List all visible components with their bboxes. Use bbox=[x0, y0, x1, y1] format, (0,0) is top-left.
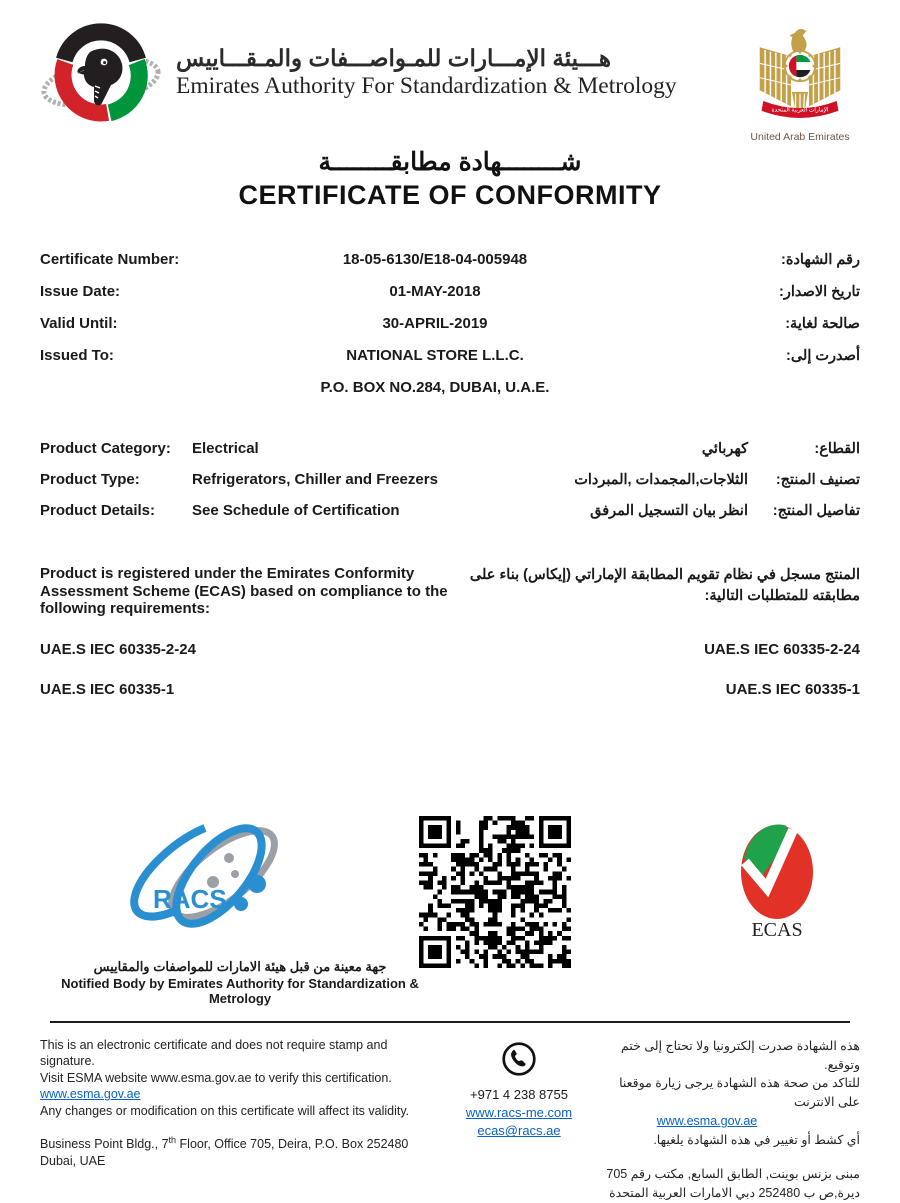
valid-until-label-ar: صالحة لغاية: bbox=[785, 316, 860, 332]
compliance-statement bbox=[40, 565, 860, 618]
issue-date-value: 01-MAY-2018 bbox=[389, 283, 481, 300]
emblem-caption: United Arab Emirates bbox=[750, 131, 850, 143]
standard-1-en: UAE.S IEC 60335-2-24 bbox=[40, 641, 196, 659]
racs-wordmark: RACS bbox=[153, 884, 227, 915]
product-details-value: See Schedule of Certification bbox=[192, 502, 400, 519]
title-arabic: شــــــــهادة مطابقــــــــة bbox=[318, 148, 582, 176]
product-category-label-ar: القطاع: bbox=[814, 441, 860, 457]
valid-until-label: Valid Until: bbox=[40, 315, 118, 332]
footer-en-line3: Any changes or modification on this certificate will affect its validity. bbox=[40, 1103, 410, 1118]
phone-icon bbox=[501, 1041, 537, 1077]
notified-body-ar: جهة معينة من قبل هيئة الامارات للمواصفات والمقاييس bbox=[93, 959, 387, 975]
qr-block bbox=[400, 816, 590, 973]
banner-text: الإمارات العربية المتحدة bbox=[771, 107, 829, 114]
notified-body-captions bbox=[40, 959, 440, 1007]
footer-ar-line3: أي كشط أو تغيير في هذه الشهادة يلغيها. bbox=[653, 1132, 860, 1147]
uae-emblem-block bbox=[740, 24, 860, 143]
title-english: CERTIFICATE OF CONFORMITY bbox=[238, 180, 662, 210]
header bbox=[40, 24, 860, 143]
footer-address-ar: مبنى بزنس بوينت, الطابق السابع, مكتب رقم 705 ديرة,ص ب 252480 دبي الامارات العربية المتحدة bbox=[606, 1167, 860, 1201]
product-details-row bbox=[40, 502, 860, 519]
racs-logo bbox=[145, 816, 295, 938]
product-category-label: Product Category: bbox=[40, 440, 171, 457]
marks-row bbox=[40, 816, 860, 973]
product-category-value-ar: كهربائي bbox=[701, 441, 748, 457]
racs-block bbox=[40, 816, 400, 943]
racs-email-link[interactable]: ecas@racs.ae bbox=[477, 1123, 561, 1139]
product-details-label: Product Details: bbox=[40, 502, 156, 519]
racs-website-link[interactable]: www.racs-me.com bbox=[465, 1105, 573, 1121]
footer-en-line2: Visit ESMA website www.esma.gov.ae to verify this certification. bbox=[40, 1070, 392, 1085]
issued-to-row bbox=[40, 347, 860, 364]
product-type-value-ar: الثلاجات,المجمدات ,المبردات bbox=[574, 472, 748, 488]
footer bbox=[40, 1023, 860, 1203]
valid-until-row bbox=[40, 315, 860, 332]
product-type-row bbox=[40, 471, 860, 488]
valid-until-value: 30-APRIL-2019 bbox=[382, 315, 488, 332]
product-details-label-ar: تفاصيل المنتج: bbox=[772, 503, 860, 519]
footer-address-en: Business Point Bldg., 7th Floor, Office 705, Deira, P.O. Box 252480 Dubai, UAE bbox=[40, 1135, 409, 1169]
org-name-english: Emirates Authority For Standardization & Metrology bbox=[176, 73, 677, 100]
issued-to-value: NATIONAL STORE L.L.C. bbox=[346, 347, 524, 364]
standard-2-ar: UAE.S IEC 60335-1 bbox=[725, 681, 860, 699]
standard-2-en: UAE.S IEC 60335-1 bbox=[40, 681, 175, 699]
phone-number: +971 4 238 8755 bbox=[470, 1086, 568, 1102]
org-name-arabic: هـــيئة الإمـــارات للمـواصـــفات والمـقـــاييس bbox=[176, 45, 611, 71]
footer-en-line1: This is an electronic certificate and does not require stamp and signature. bbox=[40, 1037, 388, 1069]
product-type-value: Refrigerators, Chiller and Freezers bbox=[192, 471, 438, 488]
footer-ar-line1: هذه الشهادة صدرت إلكترونيا ولا تحتاج إلى ختم وتوقيع. bbox=[621, 1038, 860, 1072]
ecas-logo bbox=[737, 824, 819, 940]
product-type-label: Product Type: bbox=[40, 471, 140, 488]
flag-roundel bbox=[785, 51, 816, 82]
esma-logo bbox=[40, 24, 162, 130]
standard-row-1 bbox=[40, 641, 860, 658]
ecas-block bbox=[590, 816, 860, 945]
notified-body-en: Notified Body by Emirates Authority for Standardization & Metrology bbox=[61, 976, 419, 1006]
product-type-label-ar: تصنيف المنتج: bbox=[775, 472, 860, 488]
compliance-statement-en: Product is registered under the Emirates Conformity Assessment Scheme (ECAS) based on compliance to the following requirements: bbox=[40, 565, 448, 618]
footer-contact bbox=[444, 1037, 594, 1203]
qr-code bbox=[419, 816, 571, 968]
issue-date-row bbox=[40, 283, 860, 300]
footer-english bbox=[40, 1037, 432, 1203]
product-details-value-ar: انظر بيان التسجيل المرفق bbox=[590, 503, 748, 519]
ecas-wordmark: ECAS bbox=[750, 919, 803, 942]
standard-1-ar: UAE.S IEC 60335-2-24 bbox=[704, 641, 860, 659]
esma-link[interactable]: www.esma.gov.ae bbox=[40, 1087, 141, 1102]
certificate-number-label: Certificate Number: bbox=[40, 251, 180, 268]
org-name-block bbox=[176, 46, 677, 100]
issued-to-label: Issued To: bbox=[40, 347, 114, 364]
issue-date-label-ar: تاريخ الاصدار: bbox=[779, 284, 860, 300]
product-category-value: Electrical bbox=[192, 440, 259, 457]
title-block bbox=[40, 147, 860, 211]
footer-ar-line2: للتاكد من صحة هذه الشهادة يرجى زيارة موقعنا على الانترنت bbox=[619, 1076, 860, 1110]
standard-row-2 bbox=[40, 681, 860, 698]
footer-arabic bbox=[594, 1037, 860, 1203]
certificate-details bbox=[40, 251, 860, 396]
uae-emblem bbox=[750, 24, 850, 126]
issued-to-address-row bbox=[40, 379, 860, 396]
product-category-row bbox=[40, 440, 860, 457]
certificate-number-row bbox=[40, 251, 860, 268]
esma-link-ar-side[interactable]: www.esma.gov.ae bbox=[656, 1113, 758, 1128]
falcon-head-gold bbox=[789, 29, 806, 53]
certificate-number-label-ar: رقم الشهادة: bbox=[781, 252, 860, 268]
issued-to-label-ar: أصدرت إلى: bbox=[786, 348, 860, 364]
issue-date-label: Issue Date: bbox=[40, 283, 121, 300]
issued-to-address: P.O. BOX NO.284, DUBAI, U.A.E. bbox=[320, 379, 550, 396]
compliance-statement-ar: المنتج مسجل في نظام تقويم المطابقة الإماراتي (إيكاس) بناء على مطابقته للمتطلبات التالية: bbox=[469, 567, 860, 605]
certificate-number-value: 18-05-6130/E18-04-005948 bbox=[342, 251, 528, 268]
product-section bbox=[40, 440, 860, 519]
